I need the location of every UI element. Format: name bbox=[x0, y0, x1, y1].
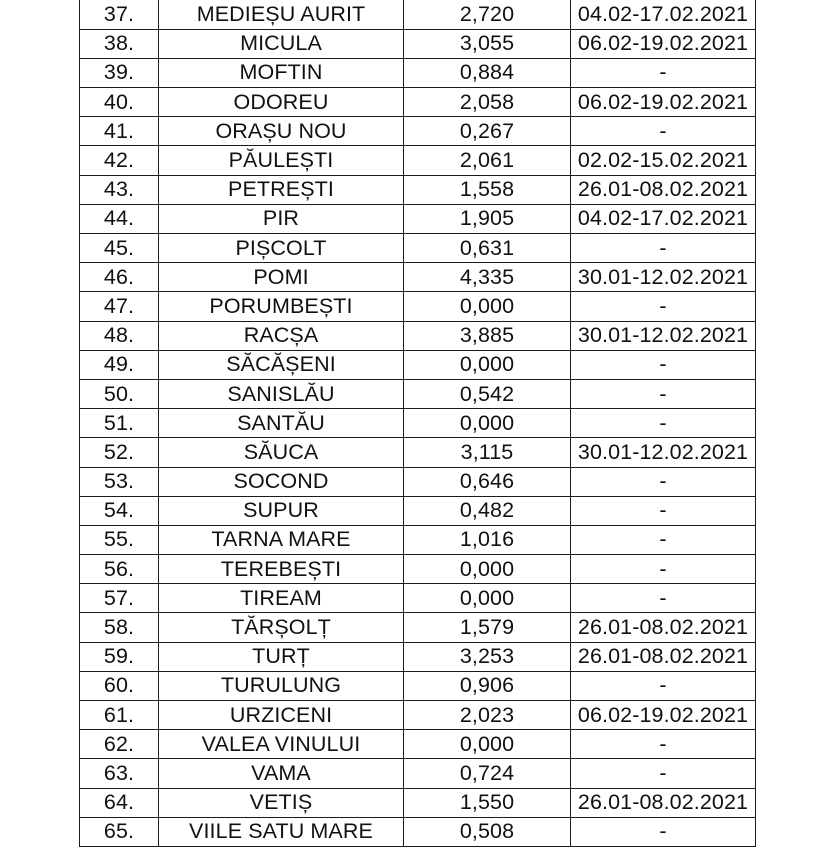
rate-value-cell: 3,885 bbox=[404, 321, 571, 350]
table-row bbox=[80, 409, 756, 438]
table-row bbox=[80, 817, 756, 846]
table-row bbox=[80, 584, 756, 613]
row-number-cell: 47. bbox=[80, 292, 159, 321]
period-cell: - bbox=[571, 817, 756, 846]
period-cell: 06.02-19.02.2021 bbox=[571, 29, 756, 58]
locality-name-cell: ODOREU bbox=[159, 88, 404, 117]
table-row bbox=[80, 29, 756, 58]
period-cell: 26.01-08.02.2021 bbox=[571, 175, 756, 204]
period-cell: 02.02-15.02.2021 bbox=[571, 146, 756, 175]
period-cell: - bbox=[571, 525, 756, 554]
locality-name-cell: MICULA bbox=[159, 29, 404, 58]
table-row bbox=[80, 0, 756, 29]
locality-name-cell: MEDIEȘU AURIT bbox=[159, 0, 404, 29]
period-cell: - bbox=[571, 467, 756, 496]
locality-name-cell: VALEA VINULUI bbox=[159, 730, 404, 759]
row-number-cell: 45. bbox=[80, 234, 159, 263]
table-row bbox=[80, 88, 756, 117]
table-row bbox=[80, 234, 756, 263]
rate-value-cell: 0,482 bbox=[404, 496, 571, 525]
locality-name-cell: SANTĂU bbox=[159, 409, 404, 438]
rate-value-cell: 2,061 bbox=[404, 146, 571, 175]
period-cell: 30.01-12.02.2021 bbox=[571, 263, 756, 292]
period-cell: - bbox=[571, 759, 756, 788]
period-cell: 06.02-19.02.2021 bbox=[571, 88, 756, 117]
period-cell: - bbox=[571, 496, 756, 525]
table-row bbox=[80, 379, 756, 408]
row-number-cell: 42. bbox=[80, 146, 159, 175]
row-number-cell: 63. bbox=[80, 759, 159, 788]
locality-name-cell: SUPUR bbox=[159, 496, 404, 525]
rate-value-cell: 0,631 bbox=[404, 234, 571, 263]
row-number-cell: 59. bbox=[80, 642, 159, 671]
period-cell: - bbox=[571, 584, 756, 613]
table-row bbox=[80, 496, 756, 525]
locality-name-cell: TEREBEȘTI bbox=[159, 555, 404, 584]
period-cell: 30.01-12.02.2021 bbox=[571, 438, 756, 467]
row-number-cell: 40. bbox=[80, 88, 159, 117]
period-cell: - bbox=[571, 234, 756, 263]
table-row bbox=[80, 642, 756, 671]
table-row bbox=[80, 701, 756, 730]
rate-value-cell: 4,335 bbox=[404, 263, 571, 292]
locality-name-cell: URZICENI bbox=[159, 701, 404, 730]
row-number-cell: 65. bbox=[80, 817, 159, 846]
locality-name-cell: PORUMBEȘTI bbox=[159, 292, 404, 321]
period-cell: 04.02-17.02.2021 bbox=[571, 0, 756, 29]
period-cell: - bbox=[571, 58, 756, 87]
rate-value-cell: 2,023 bbox=[404, 701, 571, 730]
table-body bbox=[80, 0, 756, 846]
locality-name-cell: ORAȘU NOU bbox=[159, 117, 404, 146]
rate-value-cell: 0,000 bbox=[404, 584, 571, 613]
locality-name-cell: VETIȘ bbox=[159, 788, 404, 817]
rate-value-cell: 3,115 bbox=[404, 438, 571, 467]
rate-value-cell: 0,000 bbox=[404, 730, 571, 759]
rate-value-cell: 0,000 bbox=[404, 409, 571, 438]
locality-name-cell: TIREAM bbox=[159, 584, 404, 613]
row-number-cell: 39. bbox=[80, 58, 159, 87]
table-row bbox=[80, 117, 756, 146]
locality-name-cell: VAMA bbox=[159, 759, 404, 788]
locality-name-cell: TARNA MARE bbox=[159, 525, 404, 554]
rate-value-cell: 0,542 bbox=[404, 379, 571, 408]
locality-name-cell: TURȚ bbox=[159, 642, 404, 671]
locality-name-cell: MOFTIN bbox=[159, 58, 404, 87]
rate-value-cell: 1,016 bbox=[404, 525, 571, 554]
table-row bbox=[80, 175, 756, 204]
period-cell: 26.01-08.02.2021 bbox=[571, 613, 756, 642]
table-row bbox=[80, 788, 756, 817]
period-cell: - bbox=[571, 409, 756, 438]
table-row bbox=[80, 263, 756, 292]
period-cell: - bbox=[571, 555, 756, 584]
table-row bbox=[80, 467, 756, 496]
row-number-cell: 64. bbox=[80, 788, 159, 817]
row-number-cell: 44. bbox=[80, 204, 159, 233]
rate-value-cell: 0,646 bbox=[404, 467, 571, 496]
row-number-cell: 55. bbox=[80, 525, 159, 554]
row-number-cell: 41. bbox=[80, 117, 159, 146]
table-row bbox=[80, 730, 756, 759]
row-number-cell: 57. bbox=[80, 584, 159, 613]
table-row bbox=[80, 671, 756, 700]
rate-value-cell: 2,058 bbox=[404, 88, 571, 117]
locality-name-cell: TURULUNG bbox=[159, 671, 404, 700]
table-row bbox=[80, 438, 756, 467]
row-number-cell: 38. bbox=[80, 29, 159, 58]
period-cell: 26.01-08.02.2021 bbox=[571, 642, 756, 671]
rate-value-cell: 2,720 bbox=[404, 0, 571, 29]
table-row bbox=[80, 292, 756, 321]
row-number-cell: 50. bbox=[80, 379, 159, 408]
table-row bbox=[80, 321, 756, 350]
row-number-cell: 48. bbox=[80, 321, 159, 350]
row-number-cell: 54. bbox=[80, 496, 159, 525]
row-number-cell: 60. bbox=[80, 671, 159, 700]
rate-value-cell: 0,000 bbox=[404, 350, 571, 379]
locality-name-cell: SĂUCA bbox=[159, 438, 404, 467]
period-cell: - bbox=[571, 292, 756, 321]
rate-value-cell: 1,905 bbox=[404, 204, 571, 233]
table-row bbox=[80, 525, 756, 554]
row-number-cell: 37. bbox=[80, 0, 159, 29]
locality-name-cell: PIR bbox=[159, 204, 404, 233]
period-cell: 26.01-08.02.2021 bbox=[571, 788, 756, 817]
locality-name-cell: RACȘA bbox=[159, 321, 404, 350]
rate-value-cell: 0,884 bbox=[404, 58, 571, 87]
locality-name-cell: SĂCĂȘENI bbox=[159, 350, 404, 379]
period-cell: 06.02-19.02.2021 bbox=[571, 701, 756, 730]
localities-table bbox=[79, 0, 756, 847]
table-row bbox=[80, 58, 756, 87]
rate-value-cell: 1,579 bbox=[404, 613, 571, 642]
locality-name-cell: PETREȘTI bbox=[159, 175, 404, 204]
period-cell: - bbox=[571, 117, 756, 146]
rate-value-cell: 0,000 bbox=[404, 555, 571, 584]
rate-value-cell: 0,000 bbox=[404, 292, 571, 321]
table-row bbox=[80, 613, 756, 642]
row-number-cell: 43. bbox=[80, 175, 159, 204]
rate-value-cell: 3,253 bbox=[404, 642, 571, 671]
rate-value-cell: 1,558 bbox=[404, 175, 571, 204]
period-cell: - bbox=[571, 379, 756, 408]
row-number-cell: 58. bbox=[80, 613, 159, 642]
table-row bbox=[80, 350, 756, 379]
locality-name-cell: SANISLĂU bbox=[159, 379, 404, 408]
row-number-cell: 51. bbox=[80, 409, 159, 438]
period-cell: - bbox=[571, 671, 756, 700]
locality-name-cell: PĂULEȘTI bbox=[159, 146, 404, 175]
table-row bbox=[80, 555, 756, 584]
locality-name-cell: TĂRȘOLȚ bbox=[159, 613, 404, 642]
period-cell: - bbox=[571, 730, 756, 759]
row-number-cell: 53. bbox=[80, 467, 159, 496]
period-cell: 30.01-12.02.2021 bbox=[571, 321, 756, 350]
period-cell: - bbox=[571, 350, 756, 379]
row-number-cell: 52. bbox=[80, 438, 159, 467]
row-number-cell: 62. bbox=[80, 730, 159, 759]
row-number-cell: 46. bbox=[80, 263, 159, 292]
period-cell: 04.02-17.02.2021 bbox=[571, 204, 756, 233]
rate-value-cell: 0,508 bbox=[404, 817, 571, 846]
locality-name-cell: PIȘCOLT bbox=[159, 234, 404, 263]
locality-name-cell: VIILE SATU MARE bbox=[159, 817, 404, 846]
rate-value-cell: 1,550 bbox=[404, 788, 571, 817]
table-row bbox=[80, 204, 756, 233]
row-number-cell: 61. bbox=[80, 701, 159, 730]
rate-value-cell: 0,906 bbox=[404, 671, 571, 700]
locality-name-cell: POMI bbox=[159, 263, 404, 292]
rate-value-cell: 3,055 bbox=[404, 29, 571, 58]
table-row bbox=[80, 146, 756, 175]
locality-name-cell: SOCOND bbox=[159, 467, 404, 496]
table-row bbox=[80, 759, 756, 788]
rate-value-cell: 0,267 bbox=[404, 117, 571, 146]
row-number-cell: 56. bbox=[80, 555, 159, 584]
row-number-cell: 49. bbox=[80, 350, 159, 379]
rate-value-cell: 0,724 bbox=[404, 759, 571, 788]
